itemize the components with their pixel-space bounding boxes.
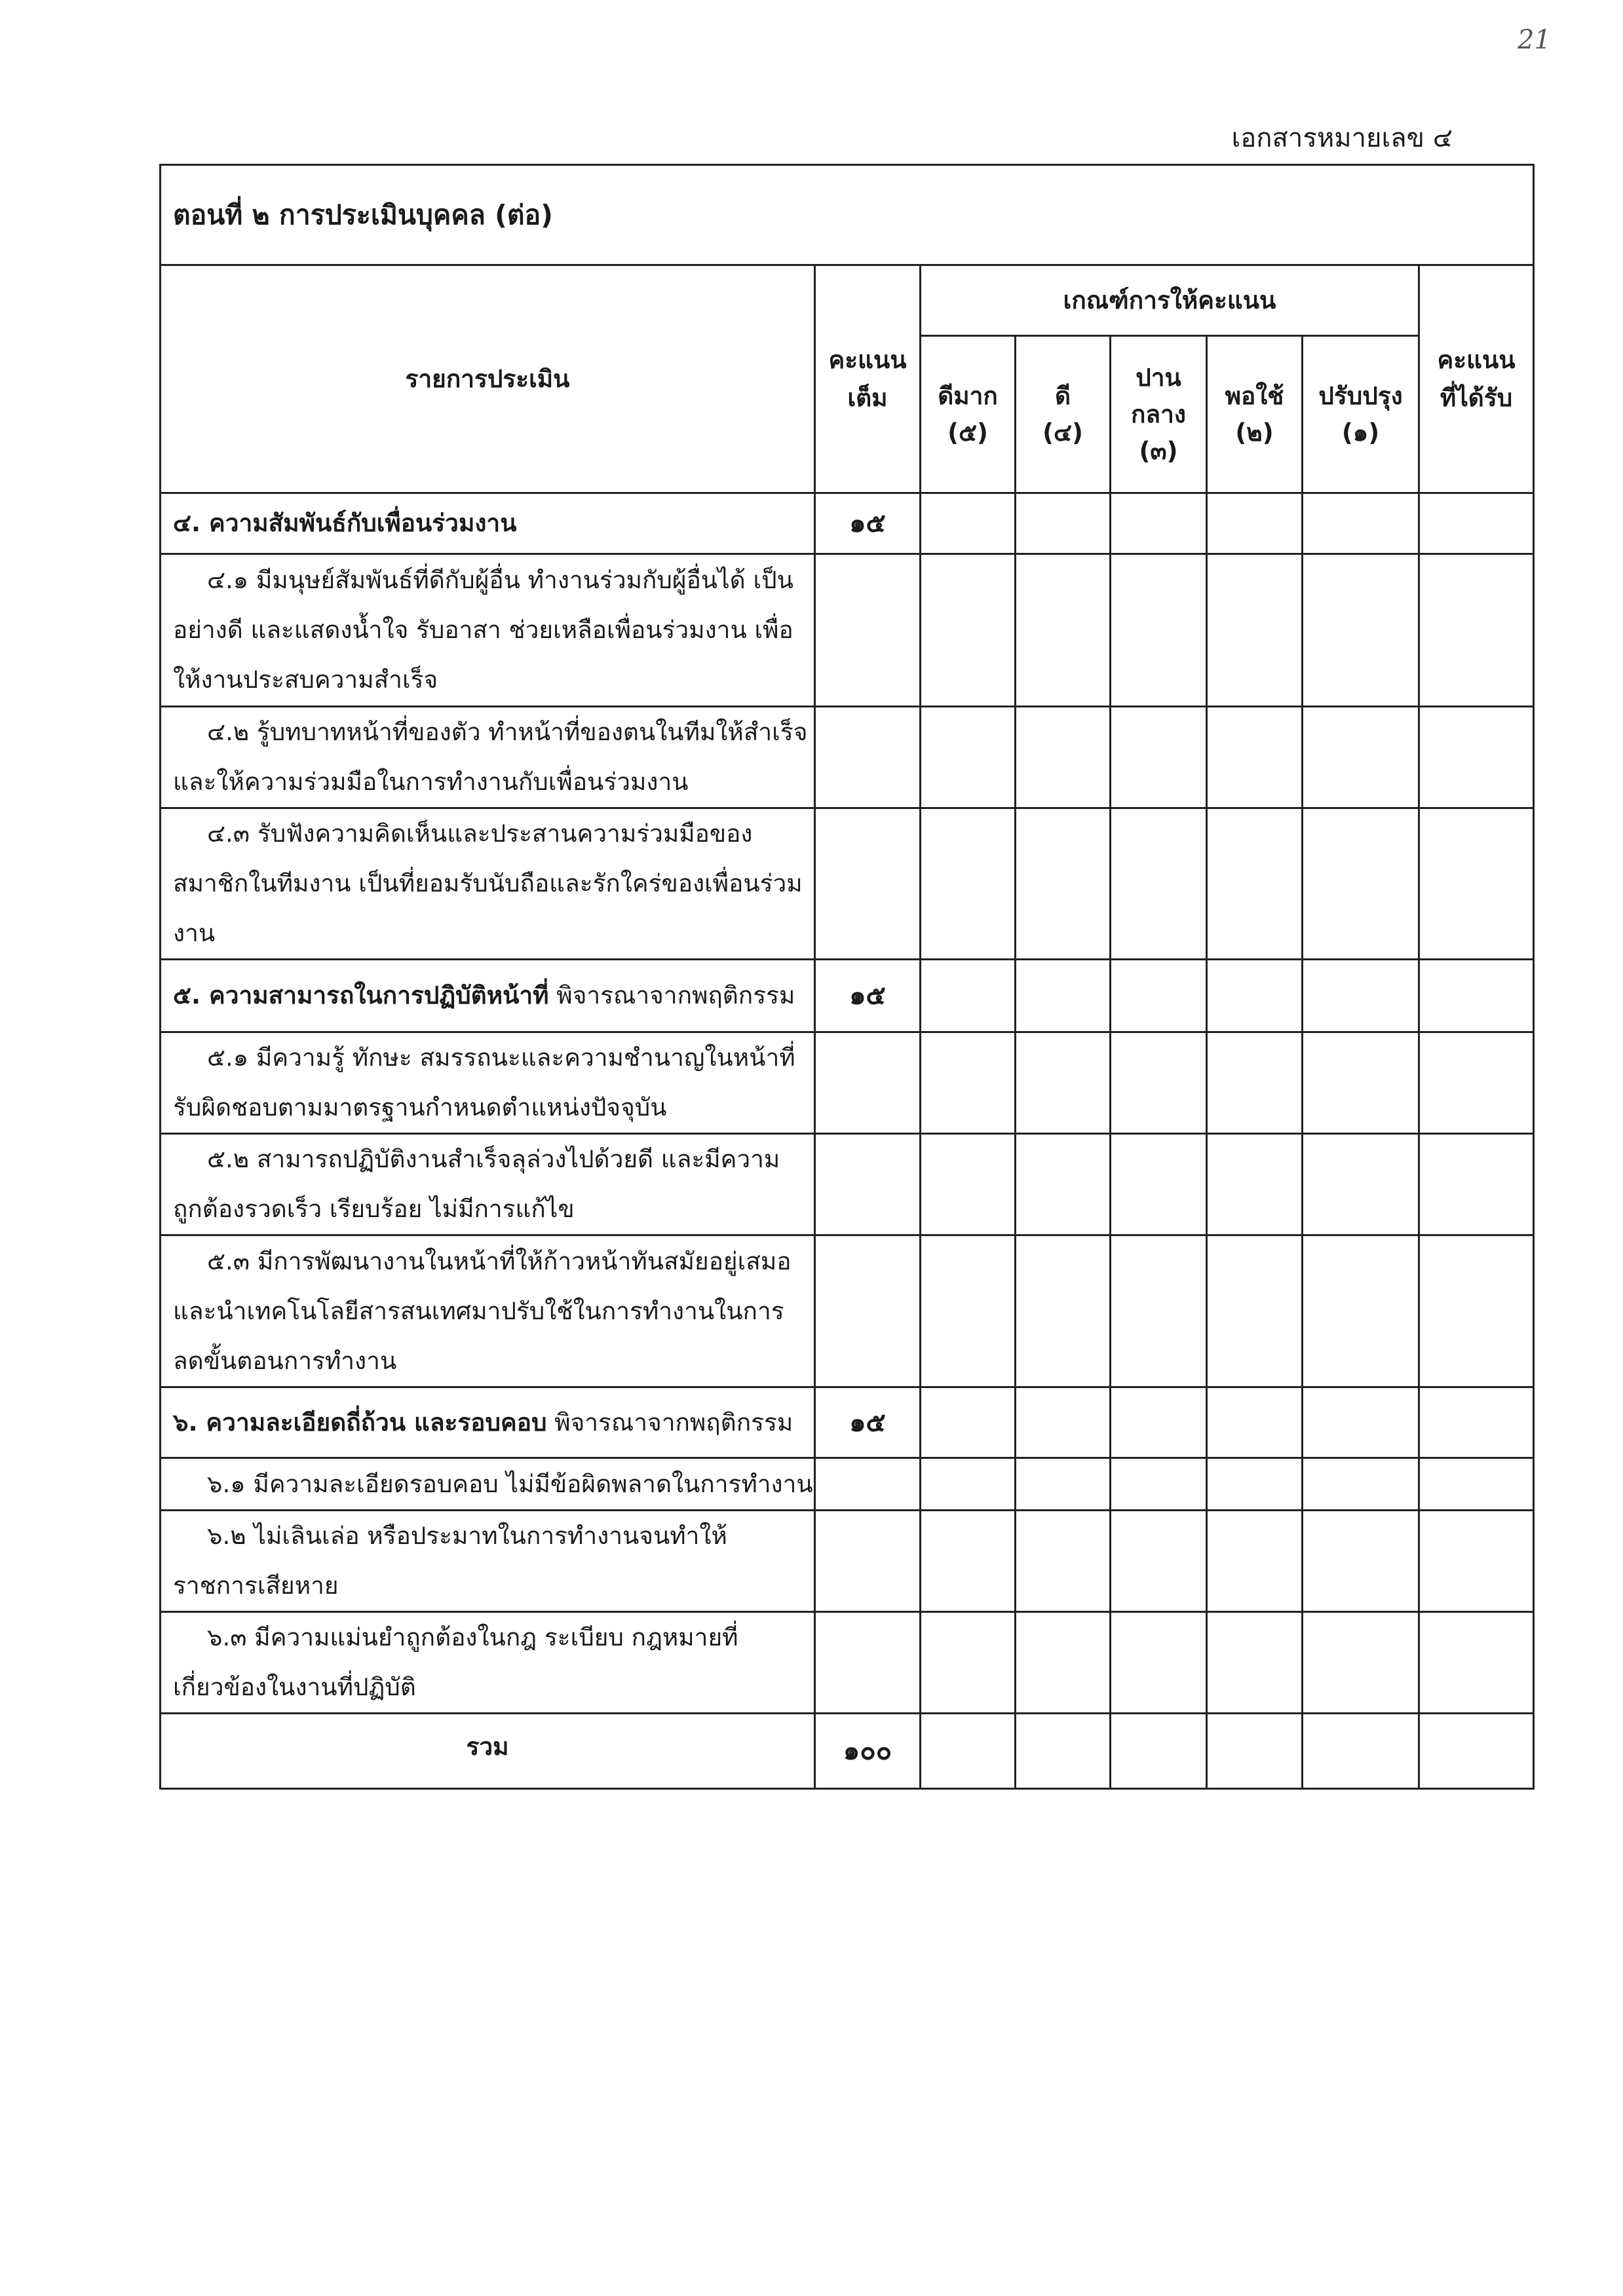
full-score-cell — [815, 1511, 921, 1612]
score-cell-5[interactable] — [921, 960, 1016, 1032]
header-items: รายการประเมิน — [161, 265, 815, 493]
score-cell-3[interactable] — [1111, 493, 1207, 554]
score-cell-4[interactable] — [1016, 1235, 1111, 1387]
score-cell-1[interactable] — [1303, 1458, 1419, 1511]
item-6-3: ๖.๓ มีความแม่นยำถูกต้องในกฎ ระเบียบ กฎหมายที่เกี่ยวข้องในงานที่ปฏิบัติ — [161, 1612, 815, 1714]
received-score-cell[interactable] — [1419, 1458, 1534, 1511]
evaluation-table — [159, 164, 1535, 1790]
score-cell-5[interactable] — [921, 707, 1016, 808]
item-4-3: ๔.๓ รับฟังความคิดเห็นและประสานความร่วมมือของสมาชิกในทีมงาน เป็นที่ยอมรับนับถือและรักใคร่ของเพื่อนร่วมงาน — [161, 808, 815, 960]
score-cell-5[interactable] — [921, 1134, 1016, 1235]
score-cell-5[interactable] — [921, 1714, 1016, 1789]
section-row — [161, 493, 1534, 554]
section-6-full-score: ๑๕ — [815, 1387, 921, 1458]
item-row — [161, 808, 1534, 960]
received-score-cell[interactable] — [1419, 808, 1534, 960]
score-cell-2[interactable] — [1207, 1134, 1303, 1235]
score-cell-1[interactable] — [1303, 554, 1419, 707]
score-cell-4[interactable] — [1016, 1714, 1111, 1789]
score-cell-1[interactable] — [1303, 808, 1419, 960]
score-cell-3[interactable] — [1111, 1714, 1207, 1789]
score-cell-1[interactable] — [1303, 1134, 1419, 1235]
section-6-heading — [161, 1387, 815, 1458]
level-label: ปรับปรุง — [1318, 381, 1403, 410]
level-improve — [1303, 336, 1419, 493]
received-score-cell[interactable] — [1419, 1235, 1534, 1387]
score-cell-1[interactable] — [1303, 493, 1419, 554]
item-row — [161, 1032, 1534, 1134]
score-cell-4[interactable] — [1016, 1032, 1111, 1134]
score-cell-2[interactable] — [1207, 808, 1303, 960]
received-score-cell[interactable] — [1419, 707, 1534, 808]
section-5-full-score: ๑๕ — [815, 960, 921, 1032]
score-cell-1[interactable] — [1303, 1235, 1419, 1387]
received-score-cell[interactable] — [1419, 493, 1534, 554]
full-score-cell — [815, 1134, 921, 1235]
score-cell-3[interactable] — [1111, 808, 1207, 960]
full-score-cell — [815, 554, 921, 707]
item-5-3: ๕.๓ มีการพัฒนางานในหน้าที่ให้ก้าวหน้าทันสมัยอยู่เสมอ และนำเทคโนโลยีสารสนเทศมาปรับใช้ในการทำงานในการลดขั้นตอนการทำงาน — [161, 1235, 815, 1387]
score-cell-5[interactable] — [921, 1511, 1016, 1612]
item-4-2: ๔.๒ รู้บทบาทหน้าที่ของตัว ทำหน้าที่ของตนในทีมให้สำเร็จ และให้ความร่วมมือในการทำงานกับเพื่อนร่วมงาน — [161, 707, 815, 808]
score-cell-3[interactable] — [1111, 1134, 1207, 1235]
received-score-cell[interactable] — [1419, 554, 1534, 707]
full-score-cell — [815, 1032, 921, 1134]
full-score-cell — [815, 1235, 921, 1387]
full-score-cell — [815, 1458, 921, 1511]
item-row — [161, 1458, 1534, 1511]
full-score-cell — [815, 1612, 921, 1714]
score-cell-5[interactable] — [921, 493, 1016, 554]
item-6-2: ๖.๒ ไม่เลินเล่อ หรือประมาทในการทำงานจนทำให้ราชการเสียหาย — [161, 1511, 815, 1612]
section-5-label: ๕. ความสามารถในการปฏิบัติหน้าที่ — [173, 981, 549, 1009]
score-cell-4[interactable] — [1016, 1134, 1111, 1235]
score-cell-5[interactable] — [921, 1235, 1016, 1387]
received-score-cell[interactable] — [1419, 1511, 1534, 1612]
item-row — [161, 1134, 1534, 1235]
section-4-full-score: ๑๕ — [815, 493, 921, 554]
header-received-line2: ที่ได้รับ — [1440, 383, 1513, 412]
score-cell-2[interactable] — [1207, 1458, 1303, 1511]
score-cell-3[interactable] — [1111, 554, 1207, 707]
score-cell-1[interactable] — [1303, 1612, 1419, 1714]
score-cell-2[interactable] — [1207, 1714, 1303, 1789]
section-5-heading — [161, 960, 815, 1032]
score-cell-4[interactable] — [1016, 1387, 1111, 1458]
full-score-cell — [815, 707, 921, 808]
score-cell-3[interactable] — [1111, 1458, 1207, 1511]
header-full-score-line1: คะแนน — [828, 345, 907, 374]
score-cell-1[interactable] — [1303, 707, 1419, 808]
item-row — [161, 1235, 1534, 1387]
score-cell-2[interactable] — [1207, 707, 1303, 808]
score-cell-3[interactable] — [1111, 1032, 1207, 1134]
section-row — [161, 1387, 1534, 1458]
score-cell-5[interactable] — [921, 554, 1016, 707]
item-4-1: ๔.๑ มีมนุษย์สัมพันธ์ที่ดีกับผู้อื่น ทำงานร่วมกับผู้อื่นได้ เป็นอย่างดี และแสดงน้ำใจ รับอาสา ช่วยเหลือเพื่อนร่วมงาน เพื่อให้งานประสบความสำเร็จ — [161, 554, 815, 707]
score-cell-2[interactable] — [1207, 1612, 1303, 1714]
handwritten-page-mark: 21 — [1518, 25, 1551, 55]
received-score-cell[interactable] — [1419, 1032, 1534, 1134]
item-6-1: ๖.๑ มีความละเอียดรอบคอบ ไม่มีข้อผิดพลาดในการทำงาน — [161, 1458, 815, 1511]
level-label: พอใช้ — [1225, 381, 1284, 410]
score-cell-1[interactable] — [1303, 1511, 1419, 1612]
received-score-cell[interactable] — [1419, 1134, 1534, 1235]
level-number: (๑) — [1341, 418, 1380, 447]
form-section-title: ตอนที่ ๒ การประเมินบุคคล (ต่อ) — [161, 165, 1534, 265]
score-cell-2[interactable] — [1207, 493, 1303, 554]
score-cell-1[interactable] — [1303, 1032, 1419, 1134]
full-score-cell — [815, 808, 921, 960]
score-cell-4[interactable] — [1016, 1511, 1111, 1612]
received-score-cell[interactable] — [1419, 960, 1534, 1032]
item-row — [161, 1612, 1534, 1714]
header-full-score-line2: เต็ม — [847, 383, 888, 412]
score-cell-4[interactable] — [1016, 808, 1111, 960]
received-score-cell[interactable] — [1419, 1387, 1534, 1458]
section-6-label: ๖. ความละเอียดถี่ถ้วน และรอบคอบ — [173, 1408, 547, 1437]
item-5-1: ๕.๑ มีความรู้ ทักษะ สมรรถนะและความชำนาญในหน้าที่รับผิดชอบตามมาตรฐานกำหนดตำแหน่งปัจจุบัน — [161, 1032, 815, 1134]
header-criteria: เกณฑ์การให้คะแนน — [921, 265, 1419, 336]
item-row — [161, 707, 1534, 808]
score-cell-1[interactable] — [1303, 960, 1419, 1032]
level-number: (๓) — [1139, 436, 1178, 465]
header-received-line1: คะแนน — [1437, 345, 1516, 374]
score-cell-3[interactable] — [1111, 960, 1207, 1032]
score-cell-4[interactable] — [1016, 493, 1111, 554]
score-cell-4[interactable] — [1016, 1458, 1111, 1511]
header-full-score — [815, 265, 921, 493]
level-adequate — [1207, 336, 1303, 493]
score-cell-5[interactable] — [921, 1612, 1016, 1714]
evaluation-form — [159, 164, 1533, 1766]
total-row — [161, 1714, 1534, 1789]
score-cell-3[interactable] — [1111, 1511, 1207, 1612]
section-4-label: ๔. ความสัมพันธ์กับเพื่อนร่วมงาน — [161, 493, 815, 554]
score-cell-5[interactable] — [921, 808, 1016, 960]
item-5-2: ๕.๒ สามารถปฏิบัติงานสำเร็จลุล่วงไปด้วยดี และมีความถูกต้องรวดเร็ว เรียบร้อย ไม่มีการแก้ไข — [161, 1134, 815, 1235]
level-fair — [1111, 336, 1207, 493]
score-cell-3[interactable] — [1111, 1387, 1207, 1458]
received-score-cell[interactable] — [1419, 1612, 1534, 1714]
score-cell-4[interactable] — [1016, 960, 1111, 1032]
level-label: ดี — [1054, 381, 1071, 410]
item-row — [161, 1511, 1534, 1612]
score-cell-4[interactable] — [1016, 1612, 1111, 1714]
score-cell-5[interactable] — [921, 1032, 1016, 1134]
score-cell-5[interactable] — [921, 1387, 1016, 1458]
level-label: ดีมาก — [938, 381, 998, 410]
header-received-score — [1419, 265, 1534, 493]
score-cell-3[interactable] — [1111, 1612, 1207, 1714]
total-label: รวม — [161, 1714, 815, 1789]
score-cell-2[interactable] — [1207, 554, 1303, 707]
section-5-note: พิจารณาจากพฤติกรรม — [548, 981, 795, 1009]
score-cell-5[interactable] — [921, 1458, 1016, 1511]
level-number: (๔) — [1042, 418, 1083, 447]
score-cell-2[interactable] — [1207, 1235, 1303, 1387]
level-label: ปาน กลาง — [1131, 363, 1186, 428]
level-number: (๕) — [947, 418, 988, 447]
section-6-note: พิจารณาจากพฤติกรรม — [546, 1408, 793, 1437]
item-row — [161, 554, 1534, 707]
section-row — [161, 960, 1534, 1032]
level-excellent — [921, 336, 1016, 493]
score-cell-2[interactable] — [1207, 1387, 1303, 1458]
score-cell-2[interactable] — [1207, 960, 1303, 1032]
score-cell-2[interactable] — [1207, 1511, 1303, 1612]
level-number: (๒) — [1235, 418, 1274, 447]
level-good — [1016, 336, 1111, 493]
score-cell-3[interactable] — [1111, 1235, 1207, 1387]
document-number: เอกสารหมายเลข ๔ — [1231, 123, 1453, 153]
score-cell-4[interactable] — [1016, 554, 1111, 707]
total-full-score: ๑๐๐ — [815, 1714, 921, 1789]
score-cell-1[interactable] — [1303, 1714, 1419, 1789]
score-cell-3[interactable] — [1111, 707, 1207, 808]
received-total-cell[interactable] — [1419, 1714, 1534, 1789]
score-cell-2[interactable] — [1207, 1032, 1303, 1134]
score-cell-1[interactable] — [1303, 1387, 1419, 1458]
score-cell-4[interactable] — [1016, 707, 1111, 808]
